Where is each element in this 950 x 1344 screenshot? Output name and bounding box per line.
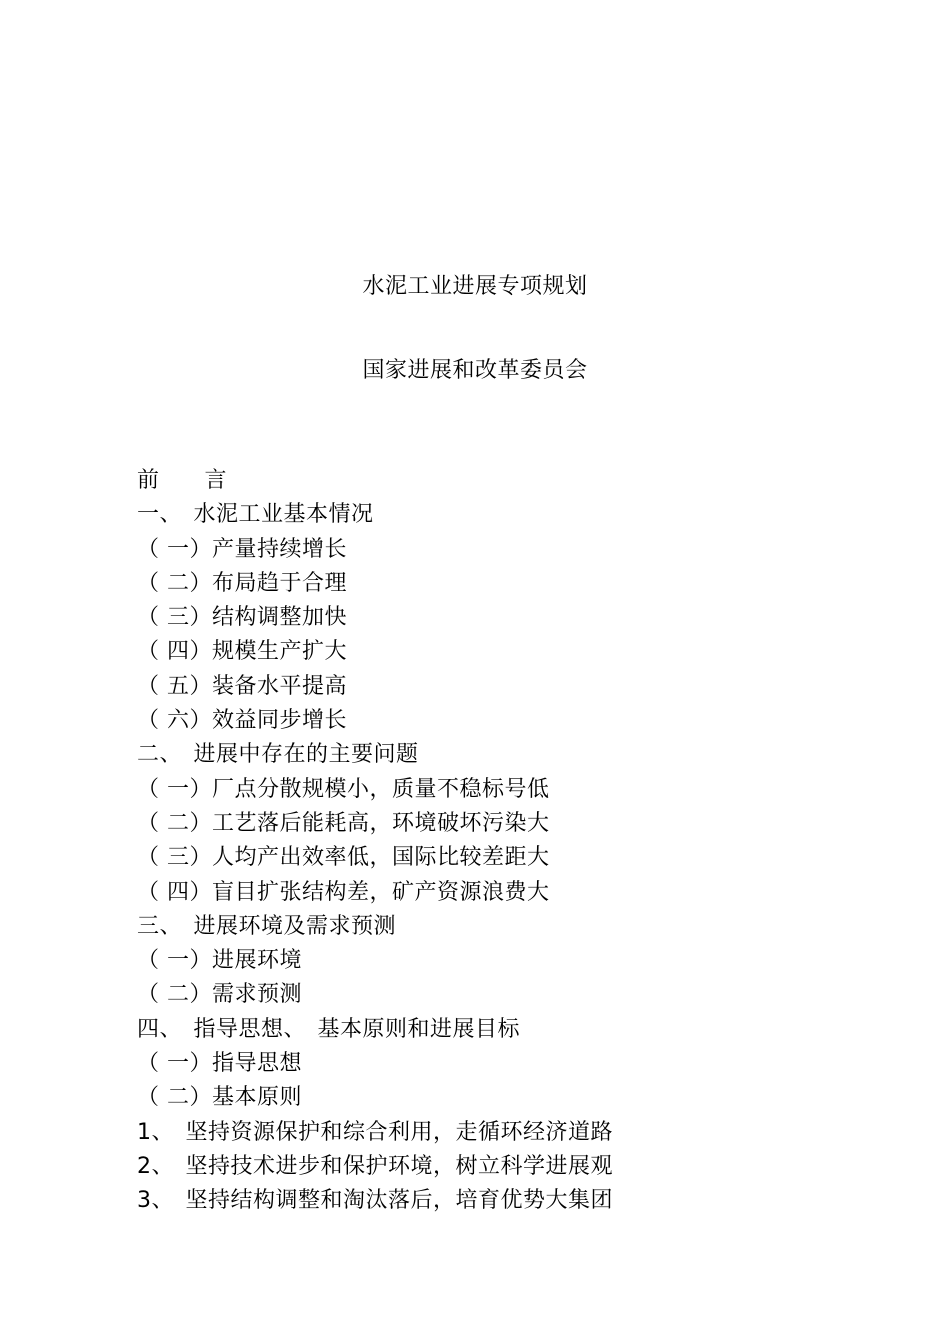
table-of-contents — [137, 464, 837, 1219]
toc-entry: （ 二）工艺落后能耗高，环境破坏污染大 — [137, 810, 550, 836]
toc-entry: 二、 进展中存在的主要问题 — [137, 742, 419, 768]
toc-entry: 一、 水泥工业基本情况 — [137, 502, 374, 528]
toc-entry: （ 四）盲目扩张结构差，矿产资源浪费大 — [137, 879, 550, 905]
document-title: 水泥工业进展专项规划 — [362, 274, 588, 299]
toc-entry: （ 一）产量持续增长 — [137, 536, 347, 562]
toc-entry: （ 二）基本原则 — [137, 1085, 302, 1111]
toc-entry: （ 四）规模生产扩大 — [137, 639, 347, 665]
toc-entry: （ 六）效益同步增长 — [137, 708, 347, 734]
issuing-organization: 国家进展和改革委员会 — [362, 358, 588, 383]
toc-entry: （ 一）指导思想 — [137, 1051, 302, 1077]
toc-entry: 1、 坚持资源保护和综合利用，走循环经济道路 — [137, 1119, 613, 1145]
toc-entry: （ 三）结构调整加快 — [137, 605, 347, 631]
toc-entry: （ 一）进展环境 — [137, 948, 302, 974]
toc-entry: （ 五）装备水平提高 — [137, 673, 347, 699]
toc-entry-preface: 前 言 — [137, 468, 228, 493]
toc-entry: （ 三）人均产出效率低，国际比较差距大 — [137, 845, 550, 871]
toc-entry: 四、 指导思想、 基本原则和进展目标 — [137, 1016, 521, 1042]
toc-entry: （ 二）布局趋于合理 — [137, 570, 347, 596]
toc-entry: 三、 进展环境及需求预测 — [137, 913, 397, 939]
toc-entry: 2、 坚持技术进步和保护环境，树立科学进展观 — [137, 1153, 613, 1179]
toc-entry: 3、 坚持结构调整和淘汰落后，培育优势大集团 — [137, 1188, 613, 1214]
toc-entry: （ 一）厂点分散规模小，质量不稳标号低 — [137, 776, 550, 802]
toc-entry: （ 二）需求预测 — [137, 982, 302, 1008]
